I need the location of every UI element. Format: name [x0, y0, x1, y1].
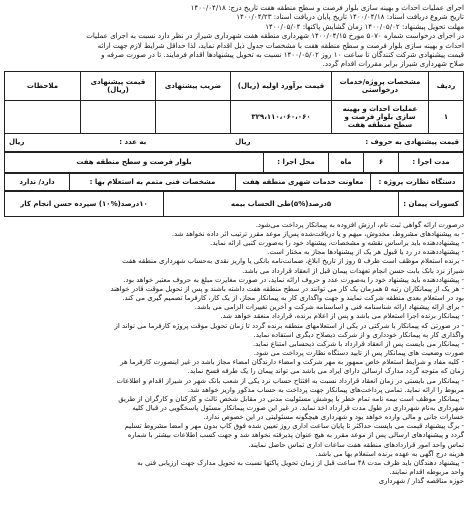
location-label: محل اجرا : — [264, 152, 329, 172]
duration-label: مدت اجرا : — [399, 152, 464, 172]
cell-estimated-price: ۳۲۹،۱۱۰،۰۶۰،۰۶۰ — [231, 100, 332, 133]
terms-line: - برای ارائه پیشنهاد ارائه شناسنامه فنی و اساسنامه شرکت و آخرین تغییرات الزامی می باشد. — [194, 303, 464, 312]
terms-body — [4, 221, 464, 487]
intro-line: قیمت پیشنهادی شرکت کنندگان تا ساعت ۱۰ روز ۱۴۰۰/۰۵/۰۲ نسبت به تحویل پیشنهادها اقدام فرمایند. تا در صورت صرفه و — [101, 50, 464, 60]
terms-line: - پیشنهاددهنده باید پیشنهاد خود را به‌صورت عدد و حروف ارائه نماید، در صورت مغایرت مبلغ به حروف معتبر خواهد بود. — [123, 275, 464, 284]
terms-line: - پیمانکار می بایستی در زمان انعقاد قرارداد نسبت به افتتاح حساب نزد یکی از شعب بانک شهر در شیراز اقدام و اطلاعات — [116, 376, 464, 385]
tech-spec-label: مشخصات فنی متمم به استعلام بها : — [70, 173, 236, 190]
cell-remarks — [5, 100, 81, 133]
terms-line: - در صورتی که پیمانکار با شرکتی در یکی از استعلامهای منطقه برنده گردد تا زمان تحویل موقت پروژه کارفرما می تواند از — [114, 321, 464, 330]
terms-line: واگذاری کار به پیمانکار خودداری و از شرکت ذیصلاح دیگری استفاده نماید. — [253, 330, 464, 339]
terms-line: - پیمانکار می بایست پس از انعقاد قرارداد با شرکت ذیحسابی امتناع نماید. — [252, 339, 464, 348]
supervision-value: معاونت خدمات شهری منطقه هفت — [236, 173, 371, 190]
terms-line: - پیمانکار برنده اجرا استعلام می باشد و پس از اعلام برنده، قرارداد منعقد خواهد شد. — [220, 312, 464, 321]
terms-line: - کلیه مفاد و شرایط استعلام خاص ممهور به مهر شرکت و امضاء دارندگان امضاء مجاز باشد در غیر اینصورت کارفرما هر — [120, 358, 464, 367]
terms-line: هزینه درج آگهی به عهده برنده استعلام بها می باشد. — [315, 449, 464, 458]
col-proposed-coefficient: ضریب پیشنهادی — [156, 71, 231, 100]
terms-line: مربوط را ارائه نماید. تمامی پرداخت‌های پیمانکار جهت پرداخت به حساب مذکور واریز خواهد شد. — [187, 385, 464, 394]
terms-line: - برگ پیشنهاد قیمت می بایست حداکثر تا پایان ساعت اداری روز تعیین شده فوق کاپ بدون مهر و امضا مشروط تسلیم — [124, 422, 464, 431]
tech-spec-value: دارد/ ندارد — [5, 173, 70, 190]
cell-proposed-price — [81, 100, 156, 133]
cell-project-spec: عملیات احداث و بهینه سازی بلوار فرصت و سطح منطقه هفت — [332, 100, 429, 133]
terms-line: شیراز نزد بانک بابت حسن انجام تعهدات پیمان قبل از انعقاد قرارداد می باشد. — [242, 266, 464, 275]
intro-line: تاریخ شروع دریافت اسناد: ۱۴۰۰/۰۴/۱۸ تاریخ پایان دریافت اسناد: ۱۴۰۰/۰۴/۲۳ — [236, 12, 464, 22]
terms-line: - هر یک از پیمانکاران رتبه ۵ همزمان یک کار می توانند در سطح منطقه هفت داشته باشند و پس از تحویل موقت قادر خواهند — [110, 284, 464, 293]
items-table — [4, 71, 464, 134]
intro-line: مهلت تحویل پیشنهاد: ۱۴۰۰/۰۵/۰۲ زمان گشایش پاکتها: ۱۴۰۰/۰۵/۰۴ — [265, 21, 464, 31]
intro-line: اجرای عملیات احداث و بهینه سازی بلوار فرصت و سطح منطقه هفت تاریخ درج: ۱۴۰۰/۰۴/۱۸ — [190, 3, 464, 12]
intro-paragraph — [4, 3, 464, 69]
terms-line: - پیشنهاددهنده باید براساس نقشه و مشخصات، پیشنهاد خود را به‌صورت کتبی ارائه نماید. — [210, 239, 464, 248]
good-performance-deposit: ۱۰درصد(%۱۰) سپرده حسن انجام کار — [5, 191, 164, 216]
price-words-rial: ریال — [235, 138, 251, 147]
price-in-words-row — [4, 134, 464, 152]
terms-line: - به پیشنهادهای مشروط، مخدوش، مبهم و یا دریافت‌شده پس‌از موعد مقرر ترتیب اثر داده نخواهد شد. — [171, 230, 464, 238]
price-words-label: قیمت پیشنهادی به حروف : — [365, 138, 459, 147]
cell-proposed-coefficient — [156, 100, 231, 133]
col-project-spec: مشخصات پروژه/خدمات درخواستی — [332, 71, 429, 100]
terms-line: درصورت ارائه گواهی ثبت نام، ارزش افزوده به پیمانکار پرداخت می‌شود. — [255, 220, 464, 229]
terms-line: - پیمانکار موظف است بیمه نامه تمام خطر با پوشش مسئولیت مدنی در مقابل شخص ثالث و کارکنان و کارگران از طریق — [118, 394, 464, 403]
col-row-number: ردیف — [429, 71, 464, 100]
tender-notice-page — [4, 3, 464, 519]
table-row — [5, 100, 464, 133]
terms-line: - پیشنهاددهنده در رد یا قبول هر یک از پیشنهادها مجاز به مختار است. — [267, 248, 464, 257]
terms-line: واحد مربوطه اقدام نمایند. — [389, 468, 464, 477]
col-estimated-price: قیمت برآورد اولیه (ریال) — [231, 71, 332, 100]
terms-line: زمان که متوجه گردد مدارک ارسالی دارای ایراد می باشد می تواند پیمان را یک طرفه فسخ نماید. — [187, 367, 464, 376]
deductions-label: کسورات پیمان : — [399, 191, 464, 216]
terms-line: تماس واحد امور قراردادهای منطقه هفت ساعات اداری تماس حاصل نمایند. — [248, 440, 464, 449]
terms-line: بود در استعلام بعدی منطقه شرکت نمایند و جهت واگذاری کار به پیمانکار مجاز، از یک کار، کارفرما تصمیم گیری می کند. — [122, 294, 464, 303]
intro-line: در اجرای درخواست شماره ۵۰۷۰ مورخ ۱۴۰۰/۰۴/۱۵ شهرداری منطقه هفت شهرداری شیراز در نظر دارد نسبت به اجرای عملیات — [86, 31, 464, 41]
col-proposed-price: قیمت پیشنهادی (ریال) — [81, 71, 156, 100]
items-table-header — [5, 71, 464, 100]
info-table — [4, 152, 464, 173]
location-value: بلوار فرصت و سطح منطقه هفت — [5, 152, 264, 172]
deductions-table — [4, 191, 464, 217]
col-remarks: ملاحظات — [5, 71, 81, 100]
insurance-deduction: ۵درصد(%۵)طی الحساب بیمه — [164, 191, 399, 216]
intro-line: احداث و بهینه سازی بلوار فرصت و سطح منطقه هفت با مشخصات جدول ذیل اقدام نماید، لذا حداقل شرایط لازم جهت ارائه — [97, 40, 464, 50]
price-number-label: به عدد : — [119, 138, 147, 147]
supervision-table — [4, 173, 464, 191]
duration-unit: ماه — [329, 152, 364, 172]
terms-line: حوزه مناقصه گذار / شهرداری — [378, 477, 464, 486]
terms-line: خسارات جانی و مالی وارده خواهد بود و شهرداری هیچگونه مسئولیتی در این خصوص ندارد. — [203, 413, 464, 422]
price-number-rial: ریال — [9, 138, 25, 147]
terms-line: - برنده استعلام موظف است ظرف ۵ روز از تاریخ ابلاغ، ضمانت‌نامه بانکی یا واریز نقدی به‌حساب شهرداری منطقه هفت — [122, 257, 464, 266]
terms-line: شهرداری به‌نام شهرداری در طول مدت قرارداد اخذ نماید. در غیر این صورت پیمانکار مسئول پاسخگویی در قبال کلیه — [132, 403, 464, 412]
supervision-label: دستگاه نظارت پروژه : — [371, 173, 464, 190]
terms-line: - پیشنهاد دهندگان باید ظرف مدت ۴۸ ساعت قبل از زمان تحویل پاکتها نسبت به تحویل مدارک جهت ارزیابی فنی به — [137, 458, 464, 467]
terms-line: گردد و پیشنهادهای ارسالی پس از موعد مقرر به هیچ عنوان پذیرفته نخواهد شد و جهت کسب اطلاعات بیشتر با شماره — [127, 431, 464, 440]
terms-line: صورت وضعیت های پیمانکار پس از تایید دستگاه نظارت پرداخت می شود. — [253, 349, 464, 358]
intro-line: صلاح شهرداری شیراز برابر مقررات اقدام گردد. — [322, 59, 464, 69]
cell-row-number: ۱ — [429, 100, 464, 133]
duration-value: ۶ — [364, 152, 399, 172]
